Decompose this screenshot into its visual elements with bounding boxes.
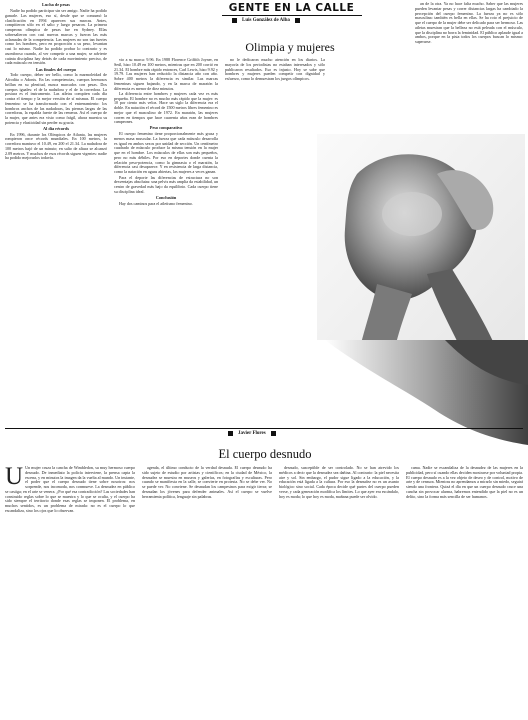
bottom-column-3	[279, 466, 399, 716]
bottom-column-2	[142, 466, 272, 716]
subheading: Peso comparativo	[149, 125, 183, 131]
header-rule	[222, 15, 362, 16]
paragraph: Todo cuerpo, deber ser bello, como la marmoleidad de Afrodita o Adonis. En las competencias, cuerpos hermosos brillan en su plenitud, nunca marcados con pesas. Dos cuerpos iguales: el de la nadadora y el de la corredora. La postura es el instrumento. Las atletas compiten cada día contra el tiempo y la mejor versión de sí mismas. El cuerpo femenino se ha transformado con el entrenamiento: los hombros anchos de las nadadoras, las piernas largas de las corredoras, la espalda fuerte de las remeras. Así el cuerpo de la mujer, que antes era visto como frágil, ahora muestra su potencia y elasticidad sin perder su gracia.	[5, 72, 107, 125]
article-title-top: Olimpia y mujeres	[245, 40, 335, 54]
author-bottom: Javier Flores	[238, 431, 266, 436]
column-3	[225, 58, 325, 108]
fabric-image	[305, 340, 528, 450]
drop-cap: U	[5, 466, 24, 490]
paragraph: En 1996, durante los Olímpicos de Atlanta, las mujeres rompieron once récords mundiales. En 100 metros, la corredora mantuvo el 10.49, en 200 el 21.34. La nadadora de 100 metros bajó de un minuto; en salto de altura se alcanzó 2.09 metros. Y muchos de esos récords siguen vigentes: nadie ha podido mejorarlos todavía.	[5, 131, 107, 161]
author-top: Luis González de Alba	[242, 18, 290, 23]
paragraph: La diferencia entre hombres y mujeres cada vez es más pequeña. El hombre no es mucho más rápido que la mujer: es 10 por ciento más veloz. Hace un siglo la diferencia era el doble. En natación el récord de 1500 metros libres femenino es mejor que el masculino de 1972. En maratón, las mujeres corren en tiempos que hace cuarenta años eran de hombres campeones.	[114, 90, 218, 125]
paragraph: desnudo, susceptible de ser controlado. No se han atrevido los médicos a decir que la desnudez sea dañina. Al contrario: la piel necesita aire y sol. Sin embargo, el pudor sigue ligado a la educación, y la educación está ligada a la cultura. Por eso la desnudez no es un asunto biológico sino social. Cada época decide qué partes del cuerpo pueden verse, y cada generación modifica los límites. Lo que ayer era escándalo, hoy es moda; lo que hoy es moda, mañana puede ser olvido.	[279, 466, 399, 499]
square-bullet-icon	[228, 431, 233, 436]
paragraph: agenda, el último conducto de la verdad desnuda. El cuerpo desnudo ha sido sujeto de estudio por artistas y científicos; en la ciudad de México, la desnudez se muestra en museos y galerías, en fotografías y esculturas. Pero cuando se manifiesta en la calle, se convierte en protesta. No se debe ver. No se puede ver. No conviene. Se desnudan los campesinos para exigir tierra; se desnudan los jóvenes para defender animales. Así el cuerpo se vuelve herramienta política, lenguaje sin palabras.	[142, 466, 272, 499]
divider-rule	[5, 428, 523, 429]
subheading: Conclusión	[155, 194, 177, 200]
bottom-column-4	[406, 466, 523, 716]
paragraph: Para el deporte las diferencias de estructura no son desventajas absolutas: una pelvis más amplia da estabilidad, un centro de gravedad más bajo da equilibrio. Cada cuerpo tiene su disciplina ideal.	[114, 174, 218, 194]
paragraph: Nadie ha podido participar sin ser amigo. Nadie ha podido ganarle. Las mujeres, eso sí, desde que se consumó la clasificación en 1994 aparecen sus marcas. Antes, compitieron sólo en el salto y luego pesaron. La primera campeona olímpica de pesas fue en Sydney. Ellas sobresalieron con casi nuevas marcas y fueron las más aclamadas de la competencia. Las mujeres no son tan fuertes como los hombres, pero en proporción a su peso, levantan casi lo mismo. Nadie ha podido probar lo contrario y es asombroso cuando, al ver competir a una mujer, se advierte cuánta disciplina hay detrás de cada movimiento preciso, de cada músculo en tensión.	[5, 8, 107, 66]
byline-top	[232, 18, 300, 23]
paragraph: no le dedicaron mucho atención en los diarios. La mayoría de los periodistas no estaban interesados y sólo publicaron resultados. Eso es injusto. Hoy se sabe que hombres y mujeres pueden competir con dignidad y esfuerzo, como lo demuestran los juegos olímpicos.	[225, 58, 325, 81]
section-title: GENTE EN LA CALLE	[228, 2, 355, 14]
square-bullet-icon	[271, 431, 276, 436]
paragraph: El cuerpo femenino tiene proporcionalmente más grasa y menos masa muscular. La fuerza que cada músculo desarrolla es igual en ambos sexos por unidad de sección. Un centímetro cuadrado de músculo produce la misma tensión en la mujer que en el hombre. Los músculos de ellas son más pequeños, pero no más débiles. Por eso en deportes donde cuenta la relación peso-potencia, como la gimnasia o el maratón, la diferencia casi desaparece. Y en resistencia de larga distancia, como la natación en aguas abiertas, las mujeres a veces ganan.	[114, 131, 218, 175]
bottom-column-1	[5, 466, 135, 716]
subheading: Las finales del cuerpo	[36, 66, 76, 72]
article-title-bottom: El cuerpo desnudo	[218, 447, 312, 461]
byline-bottom	[228, 431, 276, 436]
subheading: Lucha de pesas	[42, 2, 70, 8]
paragraph: cama. Nadie se escandaliza de la desnudez de las mujeres en la publicidad, pero sí cuando ellas deciden mostrarse por voluntad propia. El cuerpo desnudo es a la vez objeto de deseo y de control, motivo de arte y de censura. Mientras no aprendamos a mirarlo sin miedo, seguirá siendo una frontera. Quizá el día en que un cuerpo desnudo cruce una cancha sin provocar alarma, habremos entendido que la piel no es un delito, sino la forma más sencilla de ser humanos.	[406, 466, 523, 499]
nude-figure-photo	[317, 134, 525, 364]
paragraph: an de la otra. Ya no hace falta mucho. Saber que las mujeres pueden levantar pesas y correr distancias largas ha cambiado la percepción del cuerpo femenino. La fuerza ya no es sólo masculina: también es bella en ellas. Se ha roto el prejuicio de que el cuerpo de la mujer debe ser delicado para ser hermoso. Las atletas muestran que la belleza no está peleada con el músculo, que la disciplina no borra la feminidad. El público aplaude igual a ambos, porque en la pista todos los cuerpos buscan lo mismo: superarse.	[415, 2, 523, 44]
column-4	[415, 2, 523, 132]
square-bullet-icon	[295, 18, 300, 23]
square-bullet-icon	[232, 18, 237, 23]
column-1	[5, 2, 107, 407]
subheading: Al día récords	[42, 125, 70, 131]
paragraph: Un mujer cruza la cancha de Wimbledon, su muy hermoso cuerpo desnudo. De inmediato la policía interviene, la prensa capta la escena, y en minutos la imagen da la vuelta al mundo. Un instante, el poder que el cuerpo desnudo tiene sobre nosotros: nos sorprende, nos incomoda, nos conmueve. La desnudez en público se castiga; en el arte se venera. ¿Por qué esa contradicción? Las sociedades han construido reglas sobre lo que se muestra y lo que se oculta, y el cuerpo ha sido siempre el territorio donde esas reglas se imponen. El problema, en muchos sentidos, es un problema de mirada: no es el cuerpo lo que escandaliza, sino los ojos que lo observan.	[5, 466, 135, 513]
column-2	[114, 58, 218, 418]
fabric-photo	[305, 340, 528, 450]
paragraph: Hay dos caminos para el atletismo femenino.	[119, 200, 193, 206]
figure-image	[317, 134, 525, 364]
paragraph: vio a su marca: 9.96. En 1988 Florence Griffith Joyner, en Seúl, hizo 10.49 en 100 metros, mientras que en 200 corrió en 21.34. El hombre más rápido entonces, Carl Lewis, hizo 9.92 y 19.79. Las mujeres han reducido la distancia año con año. Sobre 400 metros la diferencia es similar. Las marcas femeninas siguen bajando, y en la marca de maratón la diferencia es menor de diez minutos.	[114, 58, 218, 91]
